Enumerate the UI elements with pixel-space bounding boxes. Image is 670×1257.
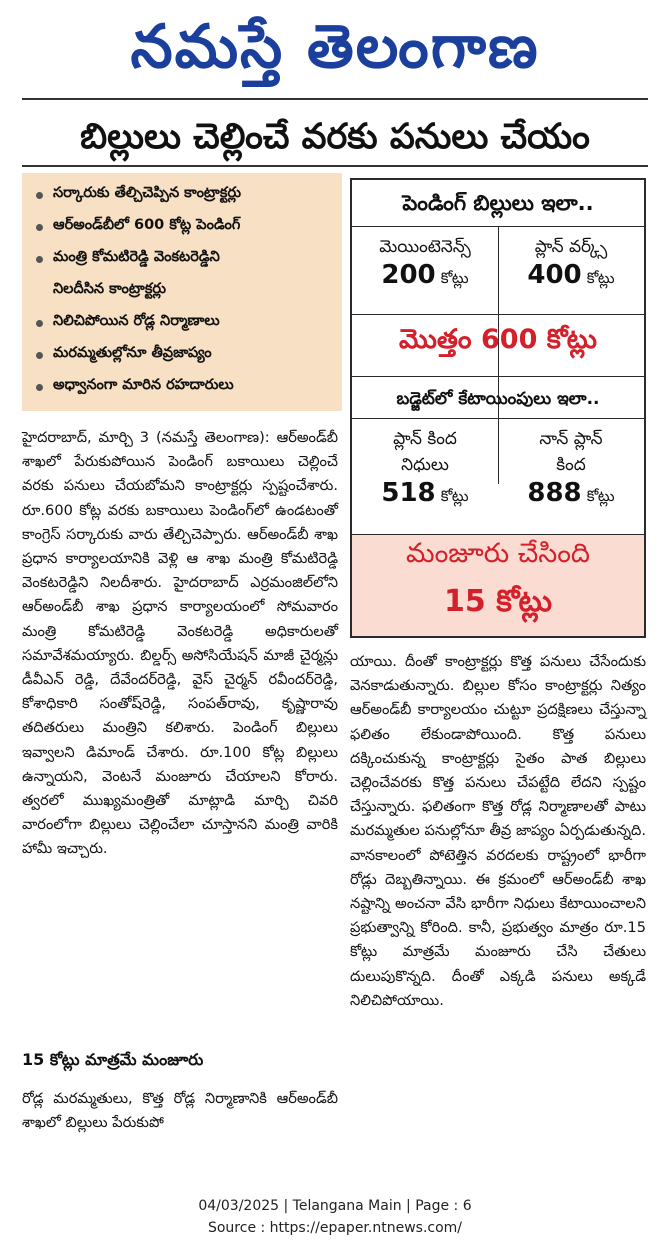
article-paragraph: హైదరాబాద్, మార్చి 3 (నమస్తే తెలంగాణ): ఆర్‌అండ్‌బీ శాఖలో పేరుకుపోయిన పెండింగ్ బకాయిలు చెల్లించే వరకు పనులు చేయబోమని కాంట్రాక్టర్లు స్పష్టంచేశారు. రూ.600 కోట్ల వరకు బకాయిలు పెండింగ్‌లో ఉండటంతో కాంగ్రెస్ సర్కారుకు వారు తేల్చిచెప్పారు. ఆర్‌అండ్‌బీ శాఖ ప్రధాన కార్యాలయానికి వెళ్లి ఆ శాఖ మంత్రి కోమటిరెడ్డి వెంకటరెడ్డిని నిలదీశారు. హైదరాబాద్ ఎర్రమంజిల్‌లోని ఆర్‌అండ్‌బీ శాఖ ప్రధాన కార్యాలయంలో సోమవారం మంత్రి కోమటిరెడ్డి వెంకటరెడ్డి అధికారులతో సమావేశమయ్యారు. బిల్డర్స్ అసోసియేషన్ మాజీ చైర్మన్లు డీవీఎన్ రెడ్డి, దేవేందర్‌రెడ్డి, వైస్ చైర్మన్ రవీందర్‌రెడ్డి, కోశాధికారి సంతోష్‌రెడ్డి, సంపత్‌రావు, కృష్ణారావు తదితరులు మంత్రిని కలిశారు. పెండింగ్ బిల్లులు ఇవ్వాలని డిమాండ్ చేశారు. రూ.100 కోట్ల బిల్లులు ఉన్నాయని, వెంటనే మంజూరు చేయాలని కోరారు. త్వరలో ముఖ్యమంత్రితో మాట్లాడి మార్చి చివరి వారంలోగా బిల్లులు చెల్లించేలా చూస్తానని మంత్రి వారికి హామీ ఇచ్చారు. — [22, 429, 338, 858]
footer-source-line: Source : https://epaper.ntnews.com/ — [207, 1220, 463, 1236]
masthead-title: నమస్తే తెలంగాణ — [130, 12, 540, 82]
highlights-box — [22, 173, 342, 411]
pending-title: పెండింగ్ బిల్లులు ఇలా.. — [402, 191, 594, 215]
non-plan-cell: నాన్ ప్లాన్ కింద 888 కోట్లు — [527, 429, 615, 508]
sanctioned-label: మంజూరు చేసింది — [406, 538, 590, 569]
bullet-icon — [36, 320, 43, 327]
article-paragraph: యాయి. దీంతో కాంట్రాక్టర్లు కొత్త పనులు చేసేందుకు వెనకాడుతున్నారు. బిల్లుల కోసం కాంట్రాక్టర్లు నిత్యం ఆర్‌అండ్‌బీ కార్యాలయం చుట్టూ ప్రదక్షిణలు చేస్తున్నా ఫలితం లేకుండాపోయింది. కొత్త పనులు దక్కించుకున్న కాంట్రాక్టర్లు సైతం పాత బిల్లులు చెల్లించేవరకు కొత్త పనులు చేపట్టేది లేదని స్పష్టం చేస్తున్నారు. ఫలితంగా కొత్త రోడ్ల నిర్మాణాలతో పాటు మరమ్మతుల పనుల్లోనూ తీవ్ర జాప్యం ఏర్పడుతున్నది. వానకాలంలో పోటెత్తిన వరదలకు రాష్ట్రంలో భారీగా రోడ్లు దెబ్బతిన్నాయి. ఈ క్రమంలో ఆర్‌అండ్‌బీ శాఖ నష్టాన్ని అంచనా వేసి భారీగా నిధులు కేటాయించాలని ప్రభుత్వాన్ని కోరింది. కానీ, ప్రభుత్వం మాత్రం రూ.15 కోట్లు మాత్రమే మంజూరు చేసి చేతులు దులుపుకొన్నది. దీంతో ఎక్కడి పనులు అక్కడే నిలిచిపోయాయి. — [350, 653, 646, 1009]
divider — [352, 314, 644, 315]
bullet-icon — [36, 192, 43, 199]
footer-date-line: 04/03/2025 | Telangana Main | Page : 6 — [198, 1198, 472, 1214]
sanctioned-box — [352, 534, 644, 636]
bullet-icon — [36, 384, 43, 391]
budget-title: బడ్జెట్‌లో కేటాయింపులు ఇలా.. — [396, 389, 600, 409]
headline: బిల్లులు చెల్లించే వరకు పనులు చేయం — [80, 117, 590, 157]
highlight-item: నిలిచిపోయిన రోడ్ల నిర్మాణాలు — [36, 307, 336, 339]
highlight-item-continuation: నిలదీసిన కాంట్రాక్టర్లు — [53, 281, 166, 297]
pending-total: మొత్తం 600 కోట్లు — [399, 324, 597, 355]
bullet-icon — [36, 256, 43, 263]
bullet-icon — [36, 224, 43, 231]
divider — [352, 418, 644, 419]
article-subheading: 15 కోట్లు మాత్రమే మంజూరు — [22, 1050, 204, 1069]
bullet-icon — [36, 352, 43, 359]
plan-funds-cell: ప్లాన్ కింద నిధులు 518 కోట్లు — [381, 429, 469, 508]
masthead-rule — [22, 98, 648, 100]
article-column-left — [22, 426, 338, 862]
highlight-item: మంత్రి కోమటిరెడ్డి వెంకటరెడ్డిని — [36, 243, 336, 275]
highlight-item: అధ్వానంగా మారిన రహదారులు — [36, 371, 336, 403]
masthead — [0, 0, 670, 95]
article-column-right — [350, 650, 646, 1013]
highlight-item: సర్కారుకు తేల్చిచెప్పిన కాంట్రాక్టర్లు — [36, 179, 336, 211]
divider — [352, 376, 644, 377]
figures-panel — [350, 178, 646, 638]
article-column-left-continued — [22, 1087, 338, 1135]
headline-rule — [22, 165, 648, 167]
maintenance-cell: మెయింటెనెన్స్ 200 కోట్లు — [379, 237, 471, 290]
divider — [352, 534, 644, 535]
highlight-item: మరమ్మతుల్లోనూ తీవ్రజాప్యం — [36, 339, 336, 371]
article-paragraph: రోడ్ల మరమ్మతులు, కొత్త రోడ్ల నిర్మాణానికి ఆర్‌అండ్‌బీ శాఖలో బిల్లులు పేరుకుపో — [22, 1090, 338, 1132]
sanctioned-amount: 15 కోట్లు — [444, 584, 552, 619]
highlight-item: ఆర్‌అండ్‌బీలో 600 కోట్ల పెండింగ్ — [36, 211, 336, 243]
plan-works-cell: ప్లాన్ వర్క్స్ 400 కోట్లు — [527, 237, 615, 290]
